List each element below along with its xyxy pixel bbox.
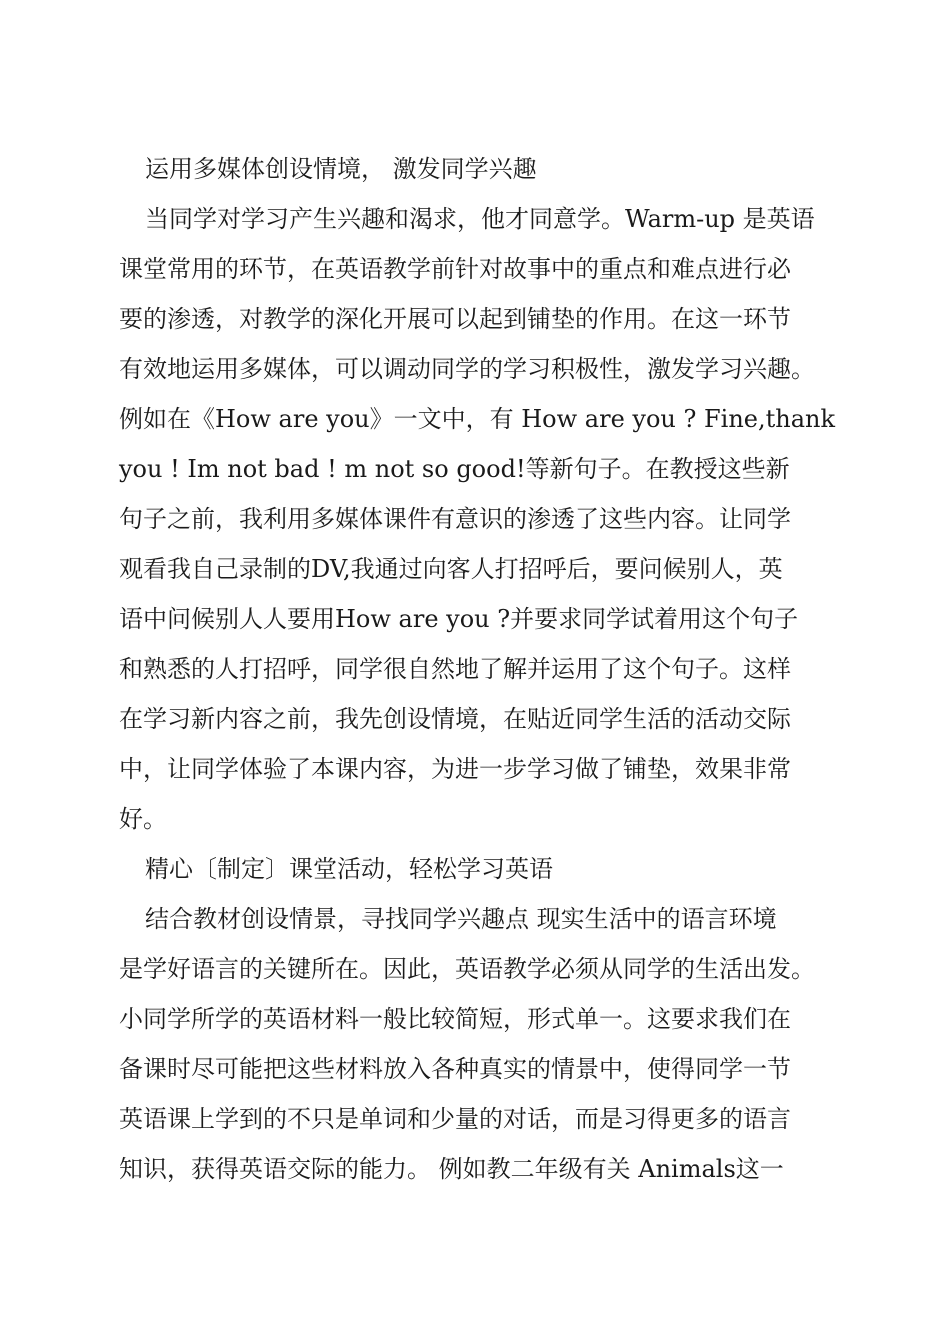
paragraph-line: 课堂常用的环节，在英语教学前针对故事中的重点和难点进行必 xyxy=(119,255,791,283)
paragraph-line: 小同学所学的英语材料一般比较简短，形式单一。这要求我们在 xyxy=(119,1005,791,1033)
paragraph-line: 是学好语言的关键所在。因此，英语教学必须从同学的生活出发。 xyxy=(119,955,815,983)
section-heading-activities: 精心〔制定〕课堂活动，轻松学习英语 xyxy=(145,855,553,883)
paragraph-line: 要的渗透，对教学的深化开展可以起到铺垫的作用。在这一环节 xyxy=(119,305,791,333)
section-heading-multimedia: 运用多媒体创设情境， 激发同学兴趣 xyxy=(145,155,537,183)
paragraph-line: 语中问候别人人要用How are you ?并要求同学试着用这个句子 xyxy=(119,605,799,633)
paragraph-line: 句子之前，我利用多媒体课件有意识的渗透了这些内容。让同学 xyxy=(119,505,791,533)
paragraph-line: 有效地运用多媒体，可以调动同学的学习积极性，激发学习兴趣。 xyxy=(119,355,815,383)
paragraph-line: 在学习新内容之前，我先创设情境，在贴近同学生活的活动交际 xyxy=(119,705,791,733)
paragraph-line: 好。 xyxy=(119,805,167,833)
paragraph-line: 英语课上学到的不只是单词和少量的对话，而是习得更多的语言 xyxy=(119,1105,791,1133)
paragraph-line: you ! Im not bad ! m not so good!等新句子。在教授这些新 xyxy=(119,455,790,483)
paragraph-line: 和熟悉的人打招呼，同学很自然地了解并运用了这个句子。这样 xyxy=(119,655,791,683)
paragraph-line: 知识，获得英语交际的能力。 例如教二年级有关 Animals这一 xyxy=(119,1155,784,1183)
paragraph-line: 当同学对学习产生兴趣和渴求，他才同意学。Warm-up 是英语 xyxy=(145,205,815,233)
paragraph-line: 中，让同学体验了本课内容，为进一步学习做了铺垫，效果非常 xyxy=(119,755,791,783)
paragraph-line: 例如在《How are you》一文中，有 How are you ? Fine,thank xyxy=(119,405,836,433)
paragraph-line: 备课时尽可能把这些材料放入各种真实的情景中，使得同学一节 xyxy=(119,1055,791,1083)
paragraph-line: 结合教材创设情景，寻找同学兴趣点 现实生活中的语言环境 xyxy=(145,905,777,933)
paragraph-line: 观看我自己录制的DV,我通过向客人打招呼后，要问候别人，英 xyxy=(119,555,783,583)
